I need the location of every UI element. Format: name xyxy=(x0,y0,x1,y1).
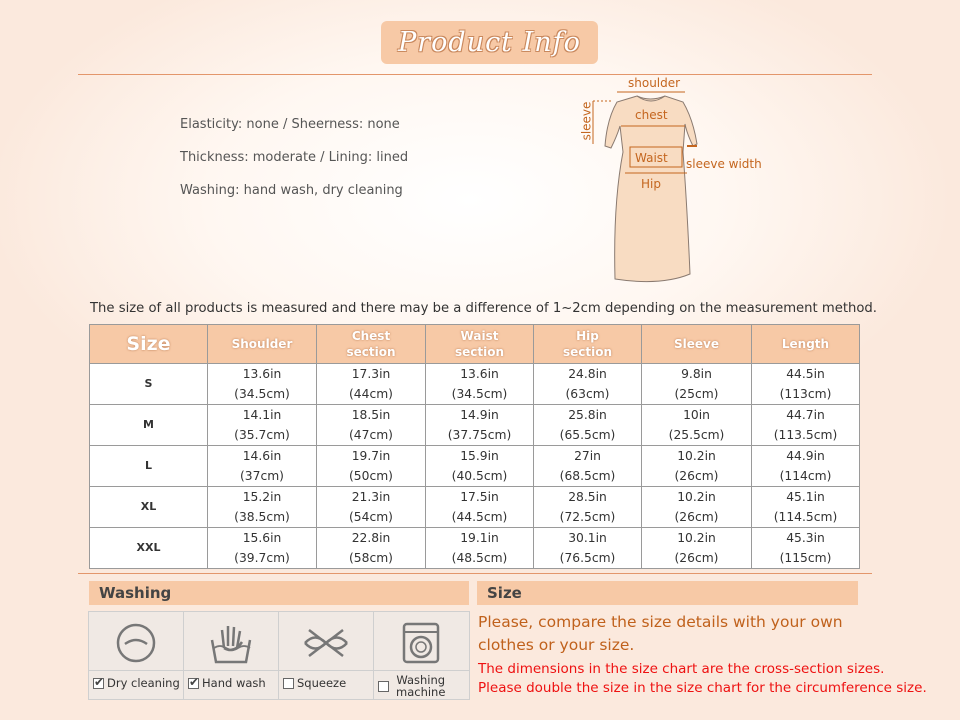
measurement-cm: (26cm) xyxy=(674,469,719,483)
size-advice xyxy=(478,611,858,657)
measurement-cell xyxy=(317,405,426,446)
measurement-cell xyxy=(752,528,860,569)
measurement-inches: 14.6in xyxy=(242,449,282,463)
table-row xyxy=(90,364,860,405)
washing-machine-icon xyxy=(396,618,446,668)
dress-diagram xyxy=(575,74,795,289)
measurement-inches: 9.8in xyxy=(681,367,712,381)
measurement-cm: (114cm) xyxy=(779,469,832,483)
measurement-cell xyxy=(642,405,752,446)
wash-item-washing-machine xyxy=(374,612,469,699)
measurement-cell xyxy=(534,405,642,446)
measurement-inches: 24.8in xyxy=(568,367,607,381)
spec-thickness: Thickness: moderate / Lining: lined xyxy=(180,150,409,165)
measurement-cell xyxy=(317,446,426,487)
measurement-inches: 10.2in xyxy=(677,490,716,504)
measurement-inches: 44.9in xyxy=(786,449,825,463)
measurement-cell xyxy=(752,405,860,446)
measurement-inches: 30.1in xyxy=(568,531,607,545)
wash-item-hand-wash xyxy=(184,612,279,699)
measurement-inches: 13.6in xyxy=(242,367,282,381)
header-hip: Hip section xyxy=(534,325,642,364)
washing-machine-label: Washing machine xyxy=(396,673,446,699)
label-chest: chest xyxy=(635,108,668,122)
measurement-cm: (48.5cm) xyxy=(451,551,508,565)
measurement-cm: (115cm) xyxy=(779,551,832,565)
wash-item-dry-cleaning xyxy=(89,612,184,699)
measurement-inches: 22.8in xyxy=(351,531,391,545)
measurement-inches: 27in xyxy=(574,449,601,463)
size-table-header xyxy=(90,325,860,364)
size-cell: M xyxy=(90,405,208,446)
header-size: Size xyxy=(90,325,208,364)
measurement-cell xyxy=(426,528,534,569)
measurement-cm: (58cm) xyxy=(349,551,393,565)
measurement-cm: (44cm) xyxy=(349,387,393,401)
measurement-cell xyxy=(534,528,642,569)
measurement-cm: (113.5cm) xyxy=(773,428,838,442)
label-hip: Hip xyxy=(641,177,661,191)
size-heading: Size xyxy=(477,581,858,605)
measurement-cm: (37cm) xyxy=(240,469,284,483)
measurement-cm: (50cm) xyxy=(349,469,393,483)
measurement-cell xyxy=(208,364,317,405)
measurement-cm: (76.5cm) xyxy=(559,551,616,565)
measurement-cm: (63cm) xyxy=(565,387,610,401)
measurement-cm: (114.5cm) xyxy=(773,510,838,524)
spec-washing: Washing: hand wash, dry cleaning xyxy=(180,183,403,198)
measurement-inches: 44.7in xyxy=(786,408,825,422)
measurement-cell xyxy=(534,446,642,487)
measurement-cm: (26cm) xyxy=(674,551,719,565)
measurement-inches: 10.2in xyxy=(677,531,716,545)
table-row xyxy=(90,487,860,528)
measurement-cell xyxy=(642,528,752,569)
measurement-inches: 25.8in xyxy=(568,408,607,422)
measurement-inches: 15.2in xyxy=(242,490,282,504)
measurement-inches: 45.3in xyxy=(786,531,825,545)
size-advice-line-1: Please, compare the size details with your own xyxy=(478,613,843,631)
measurement-inches: 19.7in xyxy=(351,449,391,463)
measurement-inches: 14.1in xyxy=(242,408,282,422)
measurement-cm: (39.7cm) xyxy=(234,551,290,565)
dry-cleaning-icon xyxy=(111,618,161,668)
measurement-note: The size of all products is measured and there may be a difference of 1~2cm depending on the measurement method. xyxy=(90,301,877,316)
measurement-cm: (54cm) xyxy=(349,510,393,524)
measurement-cell xyxy=(317,487,426,528)
measurement-cm: (68.5cm) xyxy=(559,469,616,483)
measurement-cell xyxy=(426,446,534,487)
size-warning-line-2: Please double the size in the size chart for the circumference size. xyxy=(478,680,927,696)
squeeze-checkbox[interactable] xyxy=(283,678,294,689)
washing-grid xyxy=(88,611,470,700)
measurement-cell xyxy=(426,487,534,528)
measurement-cell xyxy=(642,487,752,528)
page-title: Product Info xyxy=(398,27,581,58)
size-cell: L xyxy=(90,446,208,487)
no-wring-icon xyxy=(301,618,351,668)
label-waist: Waist xyxy=(635,151,668,165)
measurement-cm: (38.5cm) xyxy=(234,510,290,524)
size-cell: XL xyxy=(90,487,208,528)
measurement-inches: 10in xyxy=(683,408,710,422)
measurement-cell xyxy=(752,487,860,528)
table-row xyxy=(90,405,860,446)
measurement-inches: 15.6in xyxy=(242,531,282,545)
measurement-inches: 13.6in xyxy=(460,367,499,381)
measurement-inches: 21.3in xyxy=(351,490,391,504)
size-cell: S xyxy=(90,364,208,405)
measurement-cm: (113cm) xyxy=(779,387,832,401)
measurement-cell xyxy=(534,487,642,528)
measurement-cm: (34.5cm) xyxy=(234,387,290,401)
measurement-cell xyxy=(317,364,426,405)
measurement-cell xyxy=(642,364,752,405)
measurement-cm: (72.5cm) xyxy=(559,510,616,524)
squeeze-label: Squeeze xyxy=(297,676,347,690)
measurement-cm: (34.5cm) xyxy=(451,387,508,401)
measurement-inches: 10.2in xyxy=(677,449,716,463)
wash-item-squeeze xyxy=(279,612,374,699)
measurement-inches: 19.1in xyxy=(460,531,499,545)
hand-wash-icon xyxy=(206,618,256,668)
measurement-cm: (35.7cm) xyxy=(234,428,290,442)
measurement-inches: 14.9in xyxy=(460,408,499,422)
measurement-cell xyxy=(426,364,534,405)
label-shoulder: shoulder xyxy=(628,76,681,90)
measurement-cell xyxy=(208,405,317,446)
hand-wash-label: Hand wash xyxy=(202,676,266,690)
dress-illustration xyxy=(575,74,795,289)
label-sleeve-width: sleeve width xyxy=(686,157,762,171)
header-shoulder: Shoulder xyxy=(208,325,317,364)
measurement-cm: (37.75cm) xyxy=(447,428,512,442)
washing-heading: Washing xyxy=(89,581,469,605)
header-sleeve: Sleeve xyxy=(642,325,752,364)
dry-cleaning-checkbox[interactable] xyxy=(93,678,104,689)
measurement-cell xyxy=(317,528,426,569)
measurement-inches: 45.1in xyxy=(786,490,825,504)
size-warning-line-1: The dimensions in the size chart are the cross-section sizes. xyxy=(478,661,885,677)
washing-machine-checkbox[interactable] xyxy=(378,681,389,692)
measurement-inches: 44.5in xyxy=(786,367,825,381)
spec-elasticity: Elasticity: none / Sheerness: none xyxy=(180,117,400,132)
measurement-cell xyxy=(208,446,317,487)
measurement-inches: 17.5in xyxy=(460,490,499,504)
header-length: Length xyxy=(752,325,860,364)
measurement-cm: (65.5cm) xyxy=(559,428,616,442)
measurement-inches: 18.5in xyxy=(351,408,391,422)
measurement-cm: (25.5cm) xyxy=(668,428,725,442)
label-sleeve: sleeve xyxy=(579,101,594,141)
size-cell: XXL xyxy=(90,528,208,569)
measurement-inches: 28.5in xyxy=(568,490,607,504)
measurement-cm: (44.5cm) xyxy=(451,510,508,524)
measurement-inches: 17.3in xyxy=(351,367,391,381)
size-table xyxy=(89,324,860,569)
title-badge xyxy=(381,21,598,64)
size-advice-line-2: clothes or your size. xyxy=(478,636,635,654)
header-waist: Waist section xyxy=(426,325,534,364)
bottom-divider xyxy=(78,573,872,574)
table-row xyxy=(90,528,860,569)
measurement-cell xyxy=(752,446,860,487)
table-row xyxy=(90,446,860,487)
header-chest: Chest section xyxy=(317,325,426,364)
measurement-inches: 15.9in xyxy=(460,449,499,463)
dry-cleaning-label: Dry cleaning xyxy=(107,676,180,690)
measurement-cm: (47cm) xyxy=(349,428,393,442)
measurement-cell xyxy=(426,405,534,446)
measurement-cell xyxy=(534,364,642,405)
measurement-cm: (25cm) xyxy=(674,387,719,401)
measurement-cell xyxy=(642,446,752,487)
measurement-cell xyxy=(752,364,860,405)
hand-wash-checkbox[interactable] xyxy=(188,678,199,689)
measurement-cm: (40.5cm) xyxy=(451,469,508,483)
measurement-cell xyxy=(208,487,317,528)
measurement-cm: (26cm) xyxy=(674,510,719,524)
measurement-cell xyxy=(208,528,317,569)
